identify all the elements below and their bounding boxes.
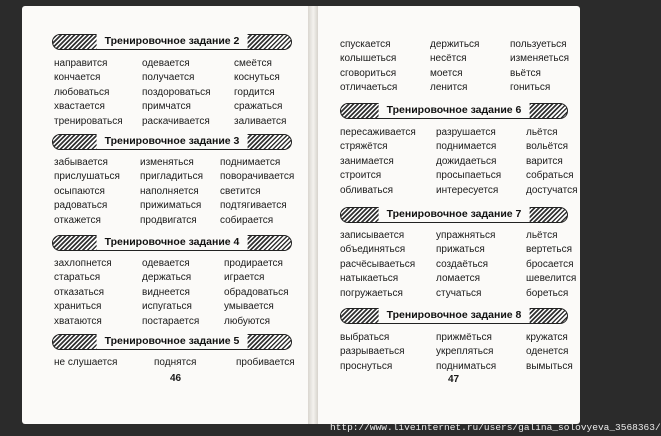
word: расчёсываеться — [340, 258, 416, 270]
word-row — [340, 140, 578, 155]
word: хватаются — [54, 315, 102, 327]
word: одевается — [142, 57, 190, 69]
word: сражаться — [234, 101, 283, 113]
page-number-left: 46 — [170, 373, 182, 384]
word-row — [340, 66, 569, 81]
word-row — [340, 52, 569, 67]
word-row — [54, 300, 289, 315]
word: обливаться — [340, 184, 394, 196]
word: подниматься — [436, 360, 497, 372]
word: вертеться — [526, 244, 573, 256]
word: поздороваться — [142, 86, 211, 98]
task-3-header — [52, 134, 292, 150]
task-7-title: Тренировочное задание 7 — [379, 206, 530, 222]
watermark-url: http://www.liveinternet.ru/users/galina_solovyeva_3568363/ — [330, 422, 661, 433]
word: строится — [340, 170, 382, 182]
task-6-header — [340, 103, 568, 119]
word: смеётся — [234, 57, 272, 69]
word: откажется — [54, 214, 101, 226]
task-5-title: Тренировочное задание 5 — [97, 333, 248, 349]
word: бросается — [526, 258, 574, 270]
word-row — [54, 71, 286, 86]
word: моется — [430, 67, 463, 79]
word: кончается — [54, 72, 101, 84]
word: подтягивается — [220, 200, 287, 212]
word-row — [54, 100, 286, 115]
word: кружатся — [526, 331, 568, 343]
word: любуются — [224, 315, 271, 327]
page-number-right: 47 — [448, 374, 460, 385]
word: держаться — [142, 272, 192, 284]
word: тренироваться — [54, 115, 123, 127]
task-8-title: Тренировочное задание 8 — [379, 307, 530, 323]
word: достучатся — [526, 184, 578, 196]
task-3-title: Тренировочное задание 3 — [97, 133, 248, 149]
word-row — [340, 243, 576, 258]
word: вольётся — [526, 141, 569, 153]
word: держиться — [430, 38, 480, 50]
word: стараться — [54, 272, 101, 284]
word-row — [340, 154, 578, 169]
task-4-title: Тренировочное задание 4 — [97, 234, 248, 250]
word-row — [340, 125, 578, 140]
task-7-header — [340, 207, 568, 223]
word: направится — [54, 57, 108, 69]
word: примчатся — [142, 101, 191, 113]
word-row — [340, 81, 569, 96]
word-row — [340, 272, 576, 287]
task-8-header — [340, 308, 568, 324]
task-4-words — [54, 256, 289, 329]
word: спускается — [340, 38, 391, 50]
word: натыкаеться — [340, 273, 399, 285]
word: продирается — [224, 257, 283, 269]
word-row — [54, 184, 294, 199]
task-2-header — [52, 34, 292, 50]
word-row — [340, 183, 578, 198]
word: льётся — [526, 229, 558, 241]
word: поднятся — [154, 356, 197, 368]
task-2-words — [54, 56, 286, 129]
word: испугаться — [142, 301, 192, 313]
word-row — [54, 271, 289, 286]
word-row — [340, 228, 576, 243]
word: интересуется — [436, 184, 499, 196]
word-row — [54, 56, 286, 71]
word: не слушается — [54, 356, 118, 368]
word: гониться — [510, 82, 551, 94]
word-row — [54, 199, 294, 214]
word-row — [340, 330, 573, 345]
word: объединяться — [340, 244, 406, 256]
word: дожидаеться — [436, 155, 497, 167]
word-row — [54, 155, 294, 170]
word-row — [54, 85, 286, 100]
word-row — [54, 355, 295, 370]
word: осыпаются — [54, 185, 105, 197]
word: обрадоваться — [224, 286, 289, 298]
word: забывается — [54, 156, 108, 168]
word: поднимается — [436, 141, 497, 153]
word: заливается — [234, 115, 287, 127]
word: храниться — [54, 301, 102, 313]
word: играется — [224, 272, 265, 284]
word: создаёться — [436, 258, 489, 270]
word: бореться — [526, 287, 569, 299]
word: пробивается — [236, 356, 295, 368]
task-5-header — [52, 334, 292, 350]
word: собраться — [526, 170, 574, 182]
word: прислушаться — [54, 171, 120, 183]
word: поворачивается — [220, 171, 295, 183]
word: прижмёться — [436, 331, 492, 343]
word: умывается — [224, 301, 274, 313]
word: колышеться — [340, 53, 397, 65]
word: вымыться — [526, 360, 573, 372]
word: льётся — [526, 126, 558, 138]
word-row — [54, 114, 286, 129]
word: несётся — [430, 53, 467, 65]
word: раскачивается — [142, 115, 210, 127]
word-row — [54, 213, 294, 228]
word: собирается — [220, 214, 274, 226]
word: укрепляться — [436, 346, 494, 358]
word: пересаживается — [340, 126, 416, 138]
word: пользуеться — [510, 38, 567, 50]
word-row — [54, 285, 289, 300]
word: погружаеться — [340, 287, 403, 299]
task-6-title: Тренировочное задание 6 — [379, 102, 530, 118]
word: ломается — [436, 273, 481, 285]
word: оденется — [526, 346, 569, 358]
word: прижиматься — [140, 200, 202, 212]
word: разрываеться — [340, 346, 405, 358]
task-8-words — [340, 330, 573, 374]
word-row — [54, 170, 294, 185]
word: отличаеться — [340, 82, 398, 94]
word: записывается — [340, 229, 405, 241]
word: захлопнется — [54, 257, 112, 269]
word: прижаться — [436, 244, 485, 256]
word: занимается — [340, 155, 394, 167]
word-row — [340, 169, 578, 184]
word-row — [340, 257, 576, 272]
word-row — [54, 256, 289, 271]
word: гордится — [234, 86, 275, 98]
word: любоваться — [54, 86, 110, 98]
task-6-words — [340, 125, 578, 198]
word: упражняться — [436, 229, 496, 241]
word: стучаться — [436, 287, 482, 299]
word: наполняется — [140, 185, 199, 197]
word: получается — [142, 72, 195, 84]
word: коснуться — [234, 72, 280, 84]
word: виднеется — [142, 286, 190, 298]
word: изменяться — [140, 156, 194, 168]
word: одевается — [142, 257, 190, 269]
task-7-words — [340, 228, 576, 301]
word-row — [340, 359, 573, 374]
word: просыпаеться — [436, 170, 502, 182]
word: отказаться — [54, 286, 105, 298]
word-row — [54, 314, 289, 329]
word: варится — [526, 155, 563, 167]
task-5-words — [54, 355, 295, 370]
word: стряжётся — [340, 141, 388, 153]
task-4-header — [52, 235, 292, 251]
word: светится — [220, 185, 261, 197]
task-3-words — [54, 155, 294, 228]
word: ленится — [430, 82, 468, 94]
word: поднимается — [220, 156, 281, 168]
word-row — [340, 37, 569, 52]
word: хвастается — [54, 101, 105, 113]
task-2-title: Тренировочное задание 2 — [97, 33, 248, 49]
continued-words — [340, 37, 569, 95]
word: сговориться — [340, 67, 397, 79]
word-row — [340, 345, 573, 360]
word: проснуться — [340, 360, 393, 372]
word: постарается — [142, 315, 200, 327]
word: изменяеться — [510, 53, 569, 65]
word: радоваться — [54, 200, 108, 212]
word: пригладиться — [140, 171, 204, 183]
word-row — [340, 286, 576, 301]
word: вьётся — [510, 67, 541, 79]
word: разрушается — [436, 126, 496, 138]
word: выбраться — [340, 331, 390, 343]
word: шевелится — [526, 273, 577, 285]
word: продвигатся — [140, 214, 197, 226]
